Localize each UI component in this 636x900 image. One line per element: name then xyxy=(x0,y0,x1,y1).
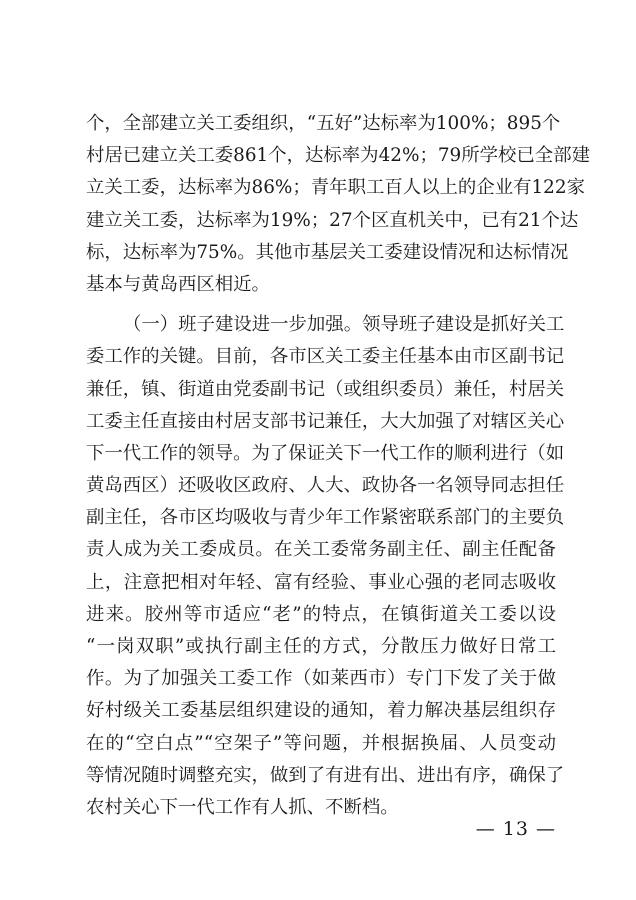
text-line: 基本与黄岛西区相近。 xyxy=(86,273,270,295)
text-line: （一）班子建设进一步加强。领导班子建设是抓好关工 xyxy=(123,314,565,336)
text-line: 立关工委，达标率为86%；青年职工百人以上的企业有122家 xyxy=(86,177,585,199)
text-line: 进来。胶州等市适应“老”的特点，在镇街道关工委以设 xyxy=(86,603,556,625)
text-line: 下一代工作的领导。为了保证关下一代工作的顺利进行（如 xyxy=(86,442,565,464)
text-line: 上，注意把相对年轻、富有经验、事业心强的老同志吸收 xyxy=(86,571,556,593)
text-line: 工委主任直接由村居支部书记兼任，大大加强了对辖区关心 xyxy=(86,410,565,432)
text-line: 责人成为关工委成员。在关工委常务副主任、副主任配备 xyxy=(86,539,556,561)
text-line: 个，全部建立关工委组织，“五好”达标率为100%；895个 xyxy=(86,113,561,134)
text-line: 农村关心下一代工作有人抓、不断档。 xyxy=(86,796,399,818)
text-line: 建立关工委，达标率为19%；27个区直机关中，已有21个达 xyxy=(86,209,579,231)
text-line: 黄岛西区）还吸收区政府、人大、政协各一名领导同志担任 xyxy=(86,475,565,497)
text-line: 副主任，各市区均吸收与青少年工作紧密联系部门的主要负 xyxy=(86,507,565,529)
text-line: 委工作的关键。目前，各市区关工委主任基本由市区副书记 xyxy=(86,346,565,368)
text-line: 好村级关工委基层组织建设的通知，着力解决基层组织存 xyxy=(86,700,556,722)
text-line: 标，达标率为75%。其他市基层关工委建设情况和达标情况 xyxy=(86,241,569,263)
text-line: 作。为了加强关工委工作（如莱西市）专门下发了关于做 xyxy=(86,668,556,690)
text-line: 在的“空白点”“空架子”等问题，并根据换届、人员变动 xyxy=(86,732,556,754)
paragraph-1 xyxy=(86,108,590,301)
body-text xyxy=(86,108,590,824)
text-line: 兼任，镇、街道由党委副书记（或组织委员）兼任，村居关 xyxy=(86,378,565,400)
text-line: 等情况随时调整充实，做到了有进有出、进出有序，确保了 xyxy=(86,764,565,786)
text-line: 村居已建立关工委861个，达标率为42%；79所学校已全部建 xyxy=(86,145,590,167)
page-number: — 13 — xyxy=(475,818,556,840)
text-line: “一岗双职”或执行副主任的方式，分散压力做好日常工 xyxy=(86,636,556,657)
paragraph-2 xyxy=(86,309,565,824)
